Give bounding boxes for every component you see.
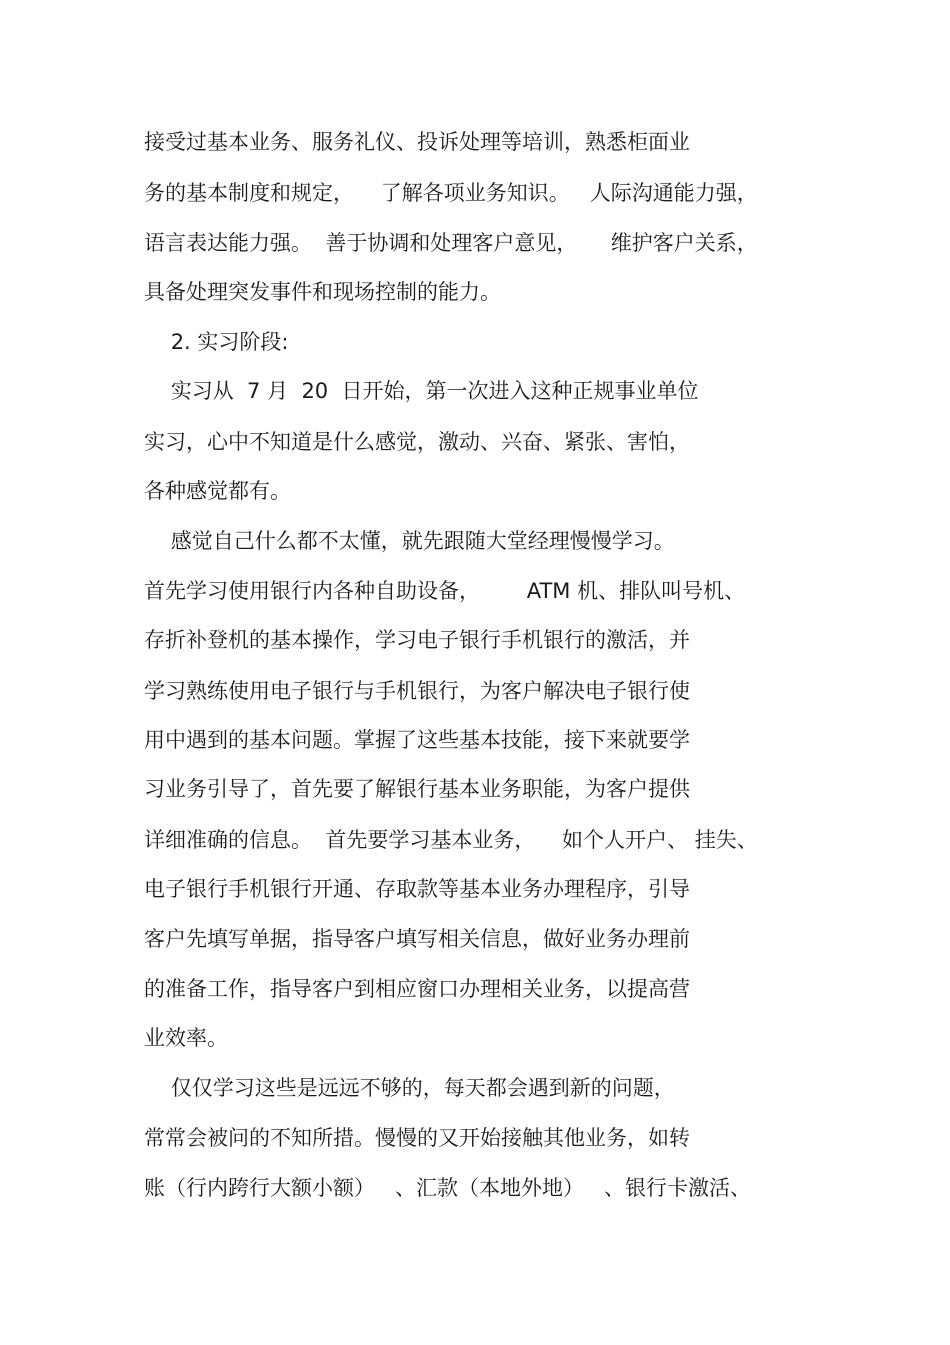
text-line: 接受过基本业务、服务礼仪、投诉处理等培训，熟悉柜面业 <box>144 130 690 154</box>
text-line: 习业务引导了，首先要了解银行基本业务职能，为客户提供 <box>144 777 690 801</box>
text-line: 账（行内跨行大额小额） 、汇款（本地外地） 、银行卡激活、 <box>144 1176 752 1200</box>
text-line: 存折补登机的基本操作，学习电子银行手机银行的激活，并 <box>144 628 690 652</box>
text-line: 学习熟练使用电子银行与手机银行，为客户解决电子银行使 <box>144 679 690 703</box>
text-line: 首先学习使用银行内各种自助设备， ATM 机、排队叫号机、 <box>144 579 746 603</box>
text-line: 业效率。 <box>144 1026 228 1050</box>
text-line: 用中遇到的基本问题。掌握了这些基本技能，接下来就要学 <box>144 728 690 752</box>
text-line: 实习，心中不知道是什么感觉，激动、兴奋、紧张、害怕， <box>144 430 690 454</box>
text-line: 常常会被问的不知所措。慢慢的又开始接触其他业务，如转 <box>144 1126 690 1150</box>
text-line: 客户先填写单据，指导客户填写相关信息，做好业务办理前 <box>144 927 690 951</box>
text-line: 仅仅学习这些是远远不够的，每天都会遇到新的问题， <box>144 1076 675 1100</box>
text-line: 电子银行手机银行开通、存取款等基本业务办理程序，引导 <box>144 877 690 901</box>
section-heading: 2. 实习阶段: <box>144 330 289 354</box>
text-line: 具备处理突发事件和现场控制的能力。 <box>144 280 501 304</box>
text-line: 感觉自己什么都不太懂，就先跟随大堂经理慢慢学习。 <box>144 529 675 553</box>
text-line: 语言表达能力强。 善于协调和处理客户意见， 维护客户关系， <box>144 231 758 255</box>
text-line: 详细准确的信息。 首先要学习基本业务， 如个人开户、 挂失、 <box>144 828 758 852</box>
text-line: 实习从 7 月 20 日开始，第一次进入这种正规事业单位 <box>144 379 699 403</box>
text-line: 的准备工作，指导客户到相应窗口办理相关业务，以提高营 <box>144 977 690 1001</box>
text-line: 务的基本制度和规定， 了解各项业务知识。 人际沟通能力强， <box>144 181 758 205</box>
text-line: 各种感觉都有。 <box>144 479 291 503</box>
